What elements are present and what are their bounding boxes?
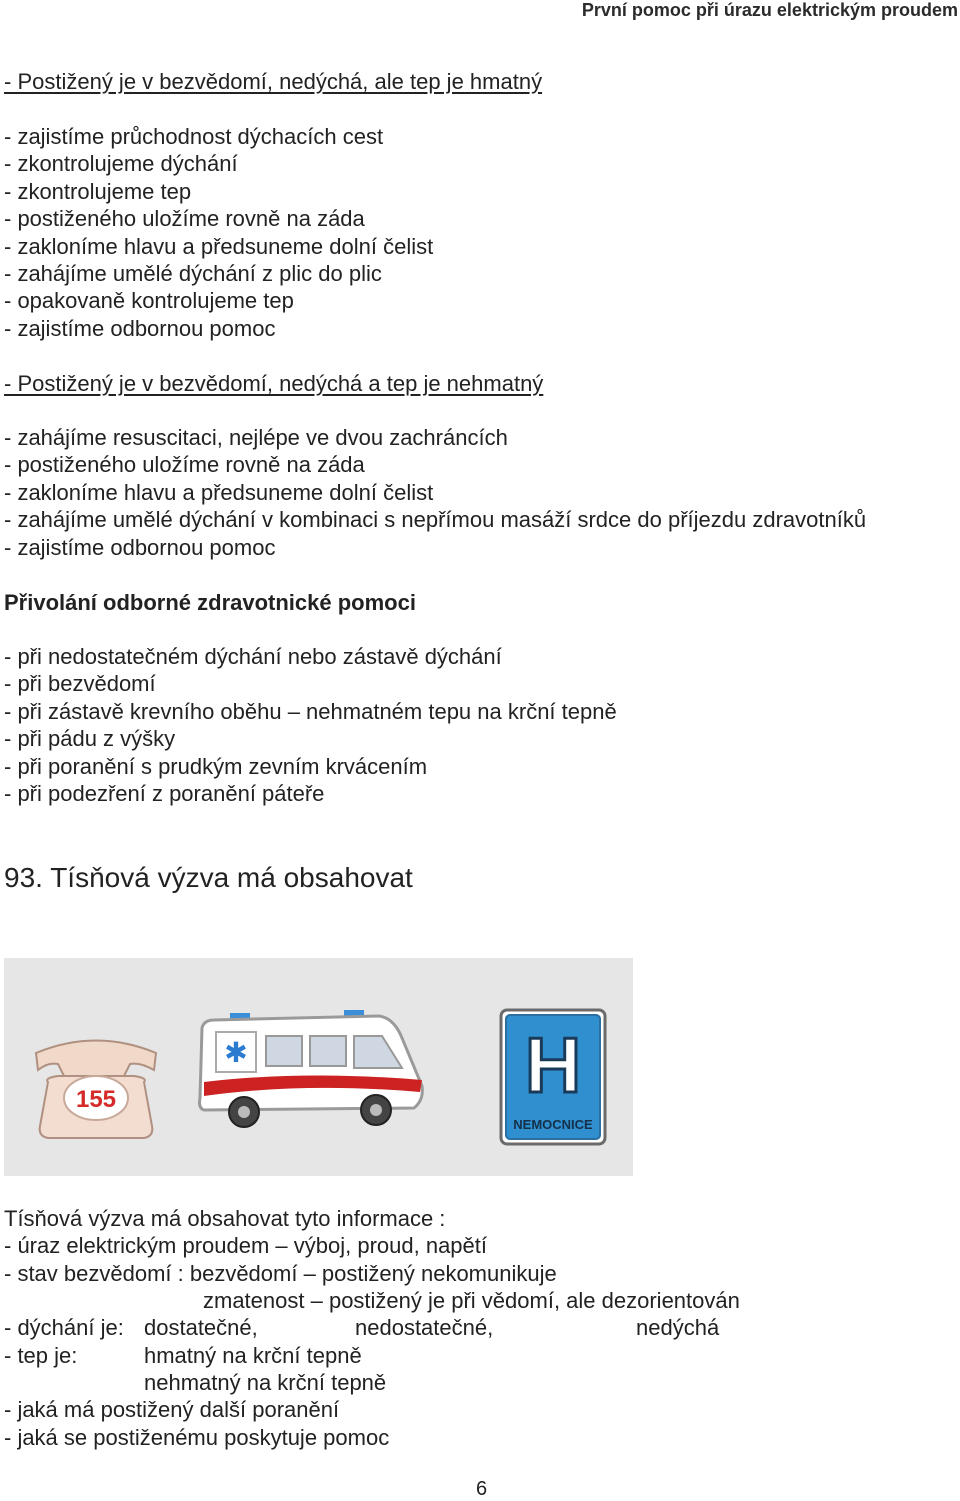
phone-number-label: 155: [75, 1086, 117, 1113]
list-item: - při bezvědomí: [4, 671, 156, 697]
info-help-given: - jaká se postiženému poskytuje pomoc: [4, 1425, 390, 1450]
breathing-option: nedýchá: [636, 1315, 720, 1340]
section1-heading: - Postižený je v bezvědomí, nedýchá, ale tep je hmatný: [4, 69, 543, 94]
pulse-option: hmatný na krční tepně: [144, 1343, 362, 1368]
hospital-letter: H: [524, 1021, 582, 1109]
breathing-option: nedostatečné,: [355, 1315, 494, 1340]
emergency-illustration: [4, 958, 633, 1176]
section3-heading: Přivolání odborné zdravotnické pomoci: [4, 590, 416, 615]
telephone-icon: [36, 1041, 156, 1139]
chapter-title: 93. Tísňová výzva má obsahovat: [4, 862, 413, 893]
list-item: - zajistíme odbornou pomoc: [4, 315, 276, 341]
list-item: - zahájíme umělé dýchání v kombinaci s nepřímou masáží srdce do příjezdu zdravotníků: [4, 507, 867, 533]
info-other-injuries: - jaká má postižený další poranění: [4, 1397, 340, 1422]
section2-heading: - Postižený je v bezvědomí, nedýchá a tep je nehmatný: [4, 371, 544, 396]
info-state-line2: zmatenost – postižený je při vědomí, ale dezorientován: [203, 1288, 740, 1313]
list-item: - opakovaně kontrolujeme tep: [4, 288, 294, 314]
page-header: První pomoc při úrazu elektrickým proudem: [581, 0, 958, 20]
list-item: - zkontrolujeme dýchání: [4, 151, 238, 177]
section2-list: [4, 424, 866, 561]
info-injury: - úraz elektrickým proudem – výboj, proud, napětí: [4, 1233, 488, 1258]
section3-list: [4, 643, 617, 807]
list-item: - zajistíme odbornou pomoc: [4, 534, 276, 560]
list-item: - při zástavě krevního oběhu – nehmatném tepu na krční tepně: [4, 698, 617, 724]
list-item: - při pádu z výšky: [4, 726, 176, 752]
list-item: - při poranění s prudkým zevním krvácením: [4, 753, 428, 779]
list-item: - zajistíme průchodnost dýchacích cest: [4, 124, 384, 149]
section1-list: [4, 123, 433, 342]
hospital-sign-icon: [501, 1010, 605, 1144]
svg-text:✱: ✱: [224, 1036, 248, 1069]
list-item: - zahájíme resuscitaci, nejlépe ve dvou zachráncích: [4, 425, 508, 450]
list-item: - zkontrolujeme tep: [4, 178, 192, 204]
list-item: - při nedostatečném dýchání nebo zástavě dýchání: [4, 644, 502, 669]
pulse-label: - tep je:: [4, 1343, 78, 1368]
page-number: 6: [476, 1478, 488, 1500]
list-item: - při podezření z poranění páteře: [4, 781, 325, 807]
hospital-label: NEMOCNICE: [513, 1117, 593, 1132]
info-intro: Tísňová výzva má obsahovat tyto informace :: [4, 1206, 446, 1231]
list-item: - zahájíme umělé dýchání z plic do plic: [4, 261, 382, 287]
list-item: - postiženého uložíme rovně na záda: [4, 452, 365, 478]
info-state-line1: - stav bezvědomí : bezvědomí – postižený nekomunikuje: [4, 1261, 557, 1286]
breathing-label: - dýchání je:: [4, 1315, 124, 1340]
ambulance-icon: [200, 1010, 423, 1127]
pulse-option: nehmatný na krční tepně: [144, 1370, 387, 1395]
breathing-option: dostatečné,: [144, 1315, 258, 1340]
list-item: - zakloníme hlavu a předsuneme dolní čelist: [4, 233, 434, 259]
list-item: - postiženého uložíme rovně na záda: [4, 206, 365, 232]
list-item: - zakloníme hlavu a předsuneme dolní čelist: [4, 479, 434, 505]
